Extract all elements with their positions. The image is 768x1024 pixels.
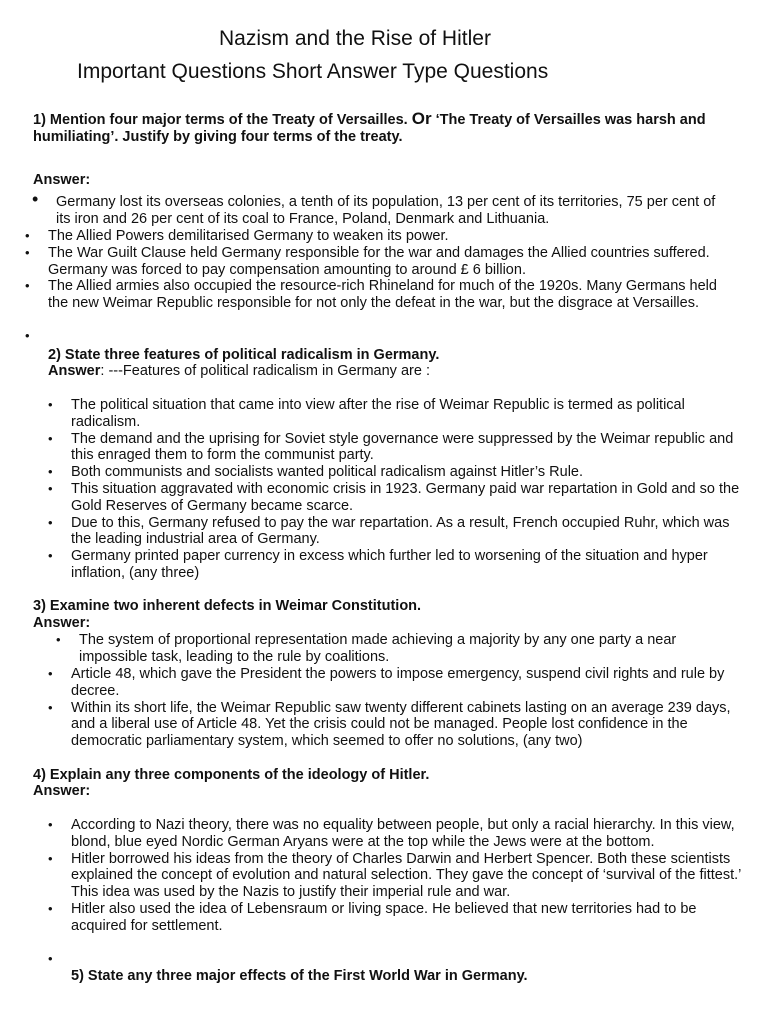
question-1-text-a: 1) Mention four major terms of the Treaty of Versailles. (33, 112, 408, 128)
answer-point: • The War Guilt Clause held Germany responsible for the war and damages the Allied countries suffered. Germany was forced to pay compensation amounting to around £ 6 billion. (48, 245, 738, 279)
answer-point: • This situation aggravated with economic crisis in 1923. Germany paid war repartation in Gold and so the Gold Reserves of Germany became scarce. (71, 481, 741, 515)
question-5: 5) State any three major effects of the First World War in Germany. (71, 968, 528, 984)
question-4: 4) Explain any three components of the ideology of Hitler. (33, 767, 430, 783)
answer-point: • Due to this, Germany refused to pay the war repartation. As a result, French occupied Ruhr, which was the leading industrial area of Germany. (71, 515, 741, 549)
question-3: 3) Examine two inherent defects in Weimar Constitution. (33, 598, 422, 614)
document-subtitle: Important Questions Short Answer Type Questions (77, 60, 549, 83)
answer-point: • The Allied Powers demilitarised Germany to weaken its power. (48, 228, 738, 245)
question-1-or: Or (411, 109, 432, 128)
question-2-answer-list (71, 397, 741, 582)
answer-point: • Hitler borrowed his ideas from the theory of Charles Darwin and Herbert Spencer. Both these scientists explained the concept of evolution and natural selection. They gave the concept of ‘survival of the fittest.’ This idea was used by the Nazis to justify their imperial rule and war. (71, 851, 741, 901)
question-2-answer (48, 363, 430, 380)
answer-point: • The demand and the uprising for Soviet style governance were suppressed by the Weimar republic and this enraged them to form the communist party. (71, 431, 741, 465)
answer-point: • The Allied armies also occupied the resource-rich Rhineland for much of the 1920s. Many Germans held the new Weimar Republic responsible for not only the defeat in the war, but the disgrace at Versailles. (48, 278, 738, 312)
empty-bullet: • (48, 951, 53, 966)
question-2-answer-intro: : ---Features of political radicalism in Germany are : (100, 363, 430, 379)
question-3-answer-list (79, 632, 729, 666)
question-1-answer-list (56, 194, 726, 228)
answer-point: • According to Nazi theory, there was no equality between people, but only a racial hierarchy. In this view, blond, blue eyed Nordic German Aryans were at the top while the Jews were at the bottom. (71, 817, 741, 851)
answer-point: • Article 48, which gave the President the powers to impose emergency, suspend civil rights and rule by decree. (71, 666, 741, 700)
document-title: Nazism and the Rise of Hitler (219, 27, 491, 50)
empty-bullet: • (25, 328, 30, 343)
question-1-answer-label: Answer: (33, 172, 91, 188)
question-2: 2) State three features of political radicalism in Germany. (48, 347, 440, 363)
question-1 (33, 110, 733, 146)
question-1-text-b: ‘The Treaty of Versailles was harsh and humiliating’. Justify by giving four terms of the treaty. (33, 112, 706, 145)
question-3-answer-label: Answer: (33, 615, 91, 631)
question-4-answer-label: Answer: (33, 783, 91, 799)
question-1-answer-list-continued (48, 228, 738, 312)
answer-point: • Both communists and socialists wanted political radicalism against Hitler’s Rule. (71, 464, 741, 481)
answer-point: • Germany lost its overseas colonies, a tenth of its population, 13 per cent of its territories, 75 per cent of its iron and 26 per cent of its coal to France, Poland, Denmark and Lithuania. (56, 194, 726, 228)
answer-point: • The system of proportional representation made achieving a majority by any one party a near impossible task, leading to the rule by coalitions. (79, 632, 729, 666)
question-2-answer-label: Answer (48, 363, 101, 379)
answer-point: • Within its short life, the Weimar Republic saw twenty different cabinets lasting on an average 239 days, and a liberal use of Article 48. Yet the crisis could not be managed. People lost confidence in the democratic parliamentary system, which seemed to offer no solutions, (any two) (71, 700, 741, 750)
question-4-answer-list (71, 817, 741, 935)
answer-point: • Germany printed paper currency in excess which further led to worsening of the situation and hyper inflation, (any three) (71, 548, 741, 582)
answer-point: • Hitler also used the idea of Lebensraum or living space. He believed that new territories had to be acquired for settlement. (71, 901, 741, 935)
answer-point: • The political situation that came into view after the rise of Weimar Republic is termed as political radicalism. (71, 397, 741, 431)
question-3-answer-list-continued (71, 666, 741, 750)
